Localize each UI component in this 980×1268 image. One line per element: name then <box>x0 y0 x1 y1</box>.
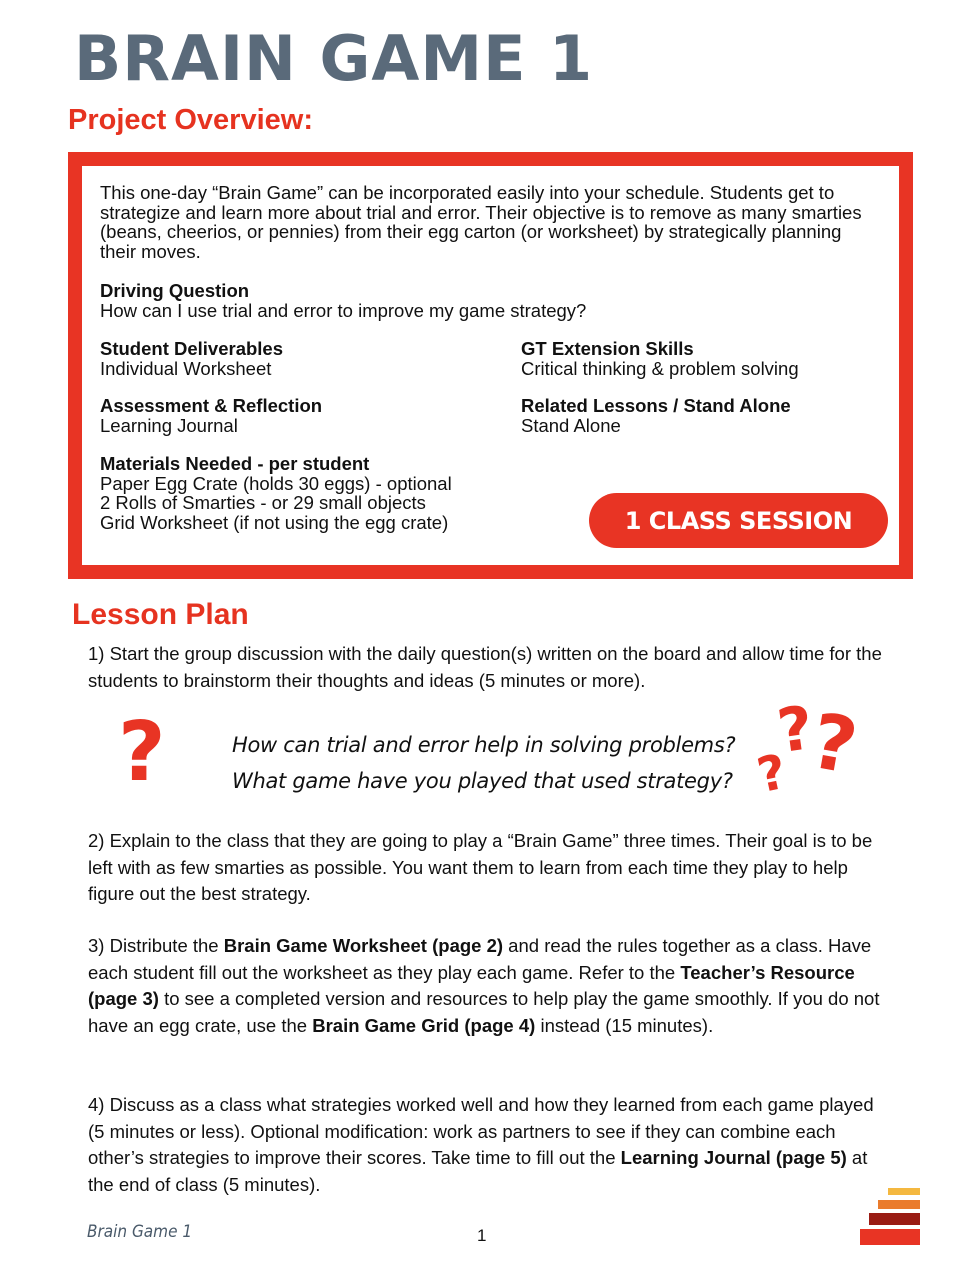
teacher-resource-reference: Teacher’s Resource (page 3) <box>88 961 855 1009</box>
question-mark-icon: ? <box>752 743 792 805</box>
page-title: BRAIN GAME 1 <box>74 22 594 95</box>
question-mark-icon: ? <box>118 705 166 800</box>
lesson-step-3: 3) Distribute the Brain Game Worksheet (page 2) and read the rules together as a class. Have each student fill out the worksheet as they play each game. Refer to the Teacher’s Resource (page 3) to see a completed version and resources to help play the game smoothly. If you do not have an egg crate, use the Brain Game Grid (page 4) instead (15 minutes). <box>88 935 880 1036</box>
logo-bar <box>869 1213 920 1225</box>
student-deliverables-label: Student Deliverables <box>100 338 284 359</box>
materials-needed <box>100 454 452 532</box>
lesson-step-4: 4) Discuss as a class what strategies worked well and how they learned from each game played (5 minutes or less). Optional modification: work as partners to see if they can combine each other’s strategies to improve their scores. Take time to fill out the Learning Journal (page 5) at the end of class (5 minutes). <box>88 1094 874 1195</box>
question-mark-icon: ? <box>773 692 818 768</box>
lesson-step-2: 2) Explain to the class that they are going to play a “Brain Game” three times. Their goal is to be left with as few smarties as possible. You want them to learn from each time they play to help figure out the best strategy. <box>88 830 873 904</box>
gt-extension-skills <box>521 339 799 378</box>
assessment-value: Learning Journal <box>100 414 238 436</box>
related-lessons <box>521 396 791 435</box>
learning-journal-reference: Learning Journal (page 5) <box>620 1147 847 1168</box>
gt-extension-skills-value: Critical thinking & problem solving <box>521 357 799 379</box>
materials-item: Paper Egg Crate (holds 30 eggs) - optional <box>100 472 452 494</box>
question-mark-icon: ? <box>804 695 864 792</box>
gt-extension-skills-label: GT Extension Skills <box>521 338 694 359</box>
assessment-label: Assessment & Reflection <box>100 395 323 416</box>
class-session-badge: 1 CLASS SESSION <box>589 493 888 548</box>
project-overview-heading: Project Overview: <box>68 104 313 136</box>
logo-bar <box>860 1229 920 1245</box>
daily-questions <box>232 727 752 799</box>
student-deliverables <box>100 339 283 378</box>
driving-question-value: How can I use trial and error to improve my game strategy? <box>100 299 587 321</box>
worksheet-reference: Brain Game Worksheet (page 2) <box>223 935 504 956</box>
logo-bar <box>878 1200 920 1209</box>
grid-reference: Brain Game Grid (page 4) <box>312 1014 536 1036</box>
related-lessons-value: Stand Alone <box>521 414 621 436</box>
driving-question <box>100 281 586 320</box>
related-lessons-label: Related Lessons / Stand Alone <box>521 395 791 416</box>
materials-item: 2 Rolls of Smarties - or 29 small objects <box>100 492 426 513</box>
footer-document-name: Brain Game 1 <box>87 1222 193 1242</box>
page-number: 1 <box>477 1226 487 1245</box>
daily-question: What game have you played that used strategy? <box>232 769 733 793</box>
daily-question: How can trial and error help in solving problems? <box>232 733 736 757</box>
materials-label: Materials Needed - per student <box>100 453 370 474</box>
lesson-step-1: 1) Start the group discussion with the daily question(s) written on the board and allow time for the students to brainstorm their thoughts and ideas (5 minutes or more). <box>88 643 882 691</box>
assessment-reflection <box>100 396 322 435</box>
materials-item: Grid Worksheet (if not using the egg crate) <box>100 511 449 533</box>
student-deliverables-value: Individual Worksheet <box>100 357 272 379</box>
logo-bar <box>888 1188 920 1195</box>
overview-intro: This one-day “Brain Game” can be incorporated easily into your schedule. Students get to strategize and learn more about trial and error. Their objective is to remove as many smarties (beans, cheerios, or pennies) from their egg carton (or worksheet) by strategically planning their moves. <box>100 182 862 262</box>
lesson-plan-heading: Lesson Plan <box>72 598 249 631</box>
driving-question-label: Driving Question <box>100 280 250 301</box>
